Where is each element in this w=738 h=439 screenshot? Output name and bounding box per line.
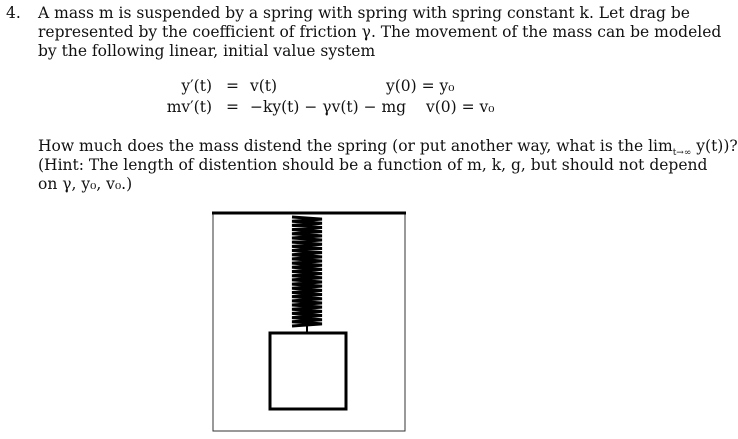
initial-condition: v(0) = v₀ <box>426 98 495 116</box>
spring-mass-figure <box>212 211 406 433</box>
intro-line: by the following linear, initial value system <box>38 42 376 60</box>
mass-block-icon <box>270 333 346 409</box>
initial-condition: y(0) = y₀ <box>386 77 455 95</box>
intro-line: A mass m is suspended by a spring with spring with spring constant k. Let drag be <box>38 4 690 22</box>
problem-question <box>38 137 738 194</box>
equation-lhs: y′(t) <box>181 77 212 95</box>
hint-line: on γ, y₀, v₀.) <box>38 175 133 193</box>
equation-rhs: −ky(t) − γv(t) − mg <box>250 98 407 116</box>
question-line <box>38 137 738 159</box>
equals-sign: = <box>226 98 239 116</box>
question-end: y(t))? <box>691 137 738 155</box>
spring-coil <box>292 217 322 326</box>
equation-lhs: mv′(t) <box>166 98 212 116</box>
equation-system <box>6 77 656 117</box>
problem-number: 4. <box>6 4 21 22</box>
equation-row <box>6 98 656 118</box>
equation-row <box>6 77 656 97</box>
question-text: How much does the mass distend the spring (or put another way, what is the lim <box>38 137 673 155</box>
intro-line: represented by the coefficient of friction γ. The movement of the mass can be modeled <box>38 23 722 41</box>
spring-mass-diagram <box>212 211 406 433</box>
spring-icon <box>292 217 322 326</box>
problem-intro <box>38 4 722 61</box>
hint-line: (Hint: The length of distention should be a function of m, k, g, but should not depend <box>38 156 708 174</box>
equation-rhs: v(t) <box>250 77 278 95</box>
limit-subscript: t→∞ <box>672 148 692 159</box>
equals-sign: = <box>226 77 239 95</box>
